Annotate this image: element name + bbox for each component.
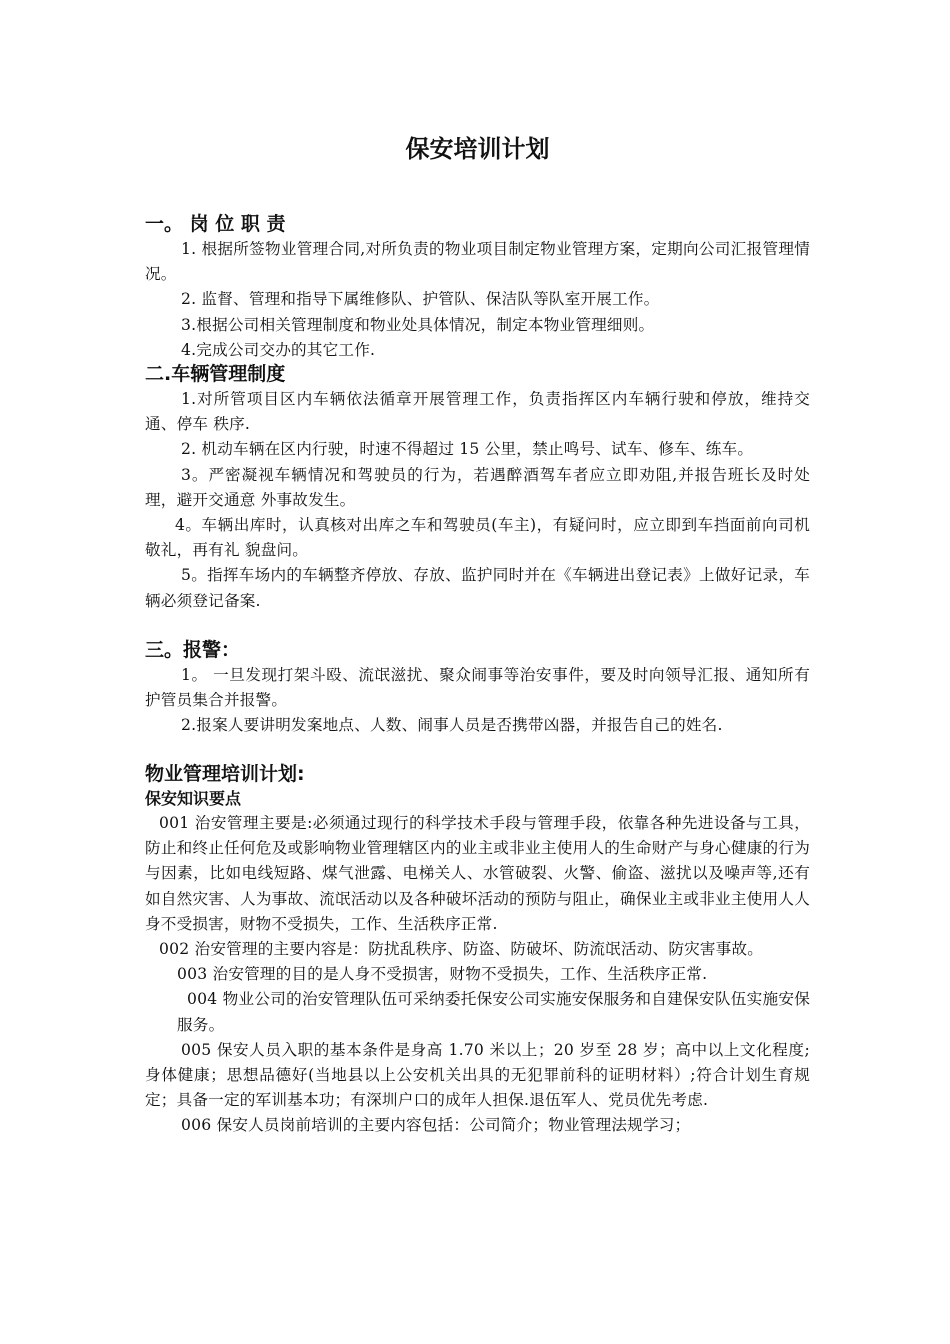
- paragraph: 3。严密凝视车辆情况和驾驶员的行为，若遇醉酒驾车者应立即劝阻,并报告班长及时处理，避开交通意 外事故发生。: [145, 465, 810, 509]
- paragraph: 5。指挥车场内的车辆整齐停放、存放、监护同时并在《车辆进出登记表》上做好记录，车辆必须登记备案.: [145, 566, 810, 610]
- section-heading: 物业管理培训计划:: [145, 763, 305, 785]
- section-training-plan: [145, 761, 810, 1139]
- paragraph: 002 治安管理的主要内容是：防扰乱秩序、防盗、防破坏、防流氓活动、防灾害事故。: [159, 940, 764, 959]
- subsection-heading: 保安知识要点: [145, 789, 242, 808]
- paragraph: 004 物业公司的治安管理队伍可采纳委托保安公司实施安保服务和自建保安队伍实施安保服务。: [177, 990, 810, 1034]
- paragraph: 1.对所管项目区内车辆依法循章开展管理工作，负责指挥区内车辆行驶和停放，维持交通、停车 秩序.: [145, 390, 810, 434]
- section-vehicles: [145, 361, 810, 614]
- paragraph: 006 保安人员岗前培训的主要内容包括：公司简介；物业管理法规学习；: [181, 1116, 691, 1135]
- paragraph: 2.报案人要讲明发案地点、人数、闹事人员是否携带凶器，并报告自己的姓名.: [181, 716, 723, 735]
- section-heading: 二.车辆管理制度: [145, 363, 286, 385]
- section-alarm: [145, 637, 810, 739]
- paragraph: 003 治安管理的目的是人身不受损害，财物不受损失，工作、生活秩序正常.: [177, 965, 708, 984]
- paragraph: 4。车辆出库时，认真核对出库之车和驾驶员(车主)，有疑问时，应立即到车挡面前向司机敬礼，再有礼 貌盘问。: [145, 516, 810, 560]
- section-duties: [145, 211, 810, 363]
- paragraph: 4.完成公司交办的其它工作.: [181, 340, 376, 359]
- paragraph: 2. 监督、管理和指导下属维修队、护管队、保洁队等队室开展工作。: [181, 290, 660, 309]
- paragraph: 001 治安管理主要是:必须通过现行的科学技术手段与管理手段，依靠各种先进设备与工具，防止和终止任何危及或影响物业管理辖区内的业主或非业主使用人的生命财产与身心健康的行为与因素，比如电线短路、煤气泄露、电梯关人、水管破裂、火警、偷盗、滋扰以及噪声等,还有如自然灾害、人为事故、流氓活动以及各种破坏活动的预防与阻止，确保业主或非业主使用人人身不受损害，财物不受损失，工作、生活秩序正常.: [145, 814, 810, 933]
- paragraph: 1。 一旦发现打架斗殴、流氓滋扰、聚众闹事等治安事件，要及时向领导汇报、通知所有护管员集合并报警。: [145, 666, 810, 710]
- paragraph: 1. 根据所签物业管理合同,对所负责的物业项目制定物业管理方案，定期向公司汇报管理情况。: [145, 240, 810, 284]
- section-heading: 三。报警：: [145, 639, 241, 661]
- paragraph: 2. 机动车辆在区内行驶，时速不得超过 15 公里，禁止鸣号、试车、修车、练车。: [181, 440, 754, 459]
- paragraph: 3.根据公司相关管理制度和物业处具体情况，制定本物业管理细则。: [181, 315, 655, 334]
- paragraph: 005 保安人员入职的基本条件是身高 1.70 米以上；20 岁至 28 岁；高中以上文化程度;身体健康；思想品德好(当地县以上公安机关出具的无犯罪前科的证明材料）;符合计划生育规定；具备一定的军训基本功；有深圳户口的成年人担保.退伍军人、党员优先考虑.: [145, 1040, 810, 1110]
- section-heading: 一。 岗 位 职 责: [145, 213, 286, 235]
- document-title: 保安培训计划: [405, 135, 550, 163]
